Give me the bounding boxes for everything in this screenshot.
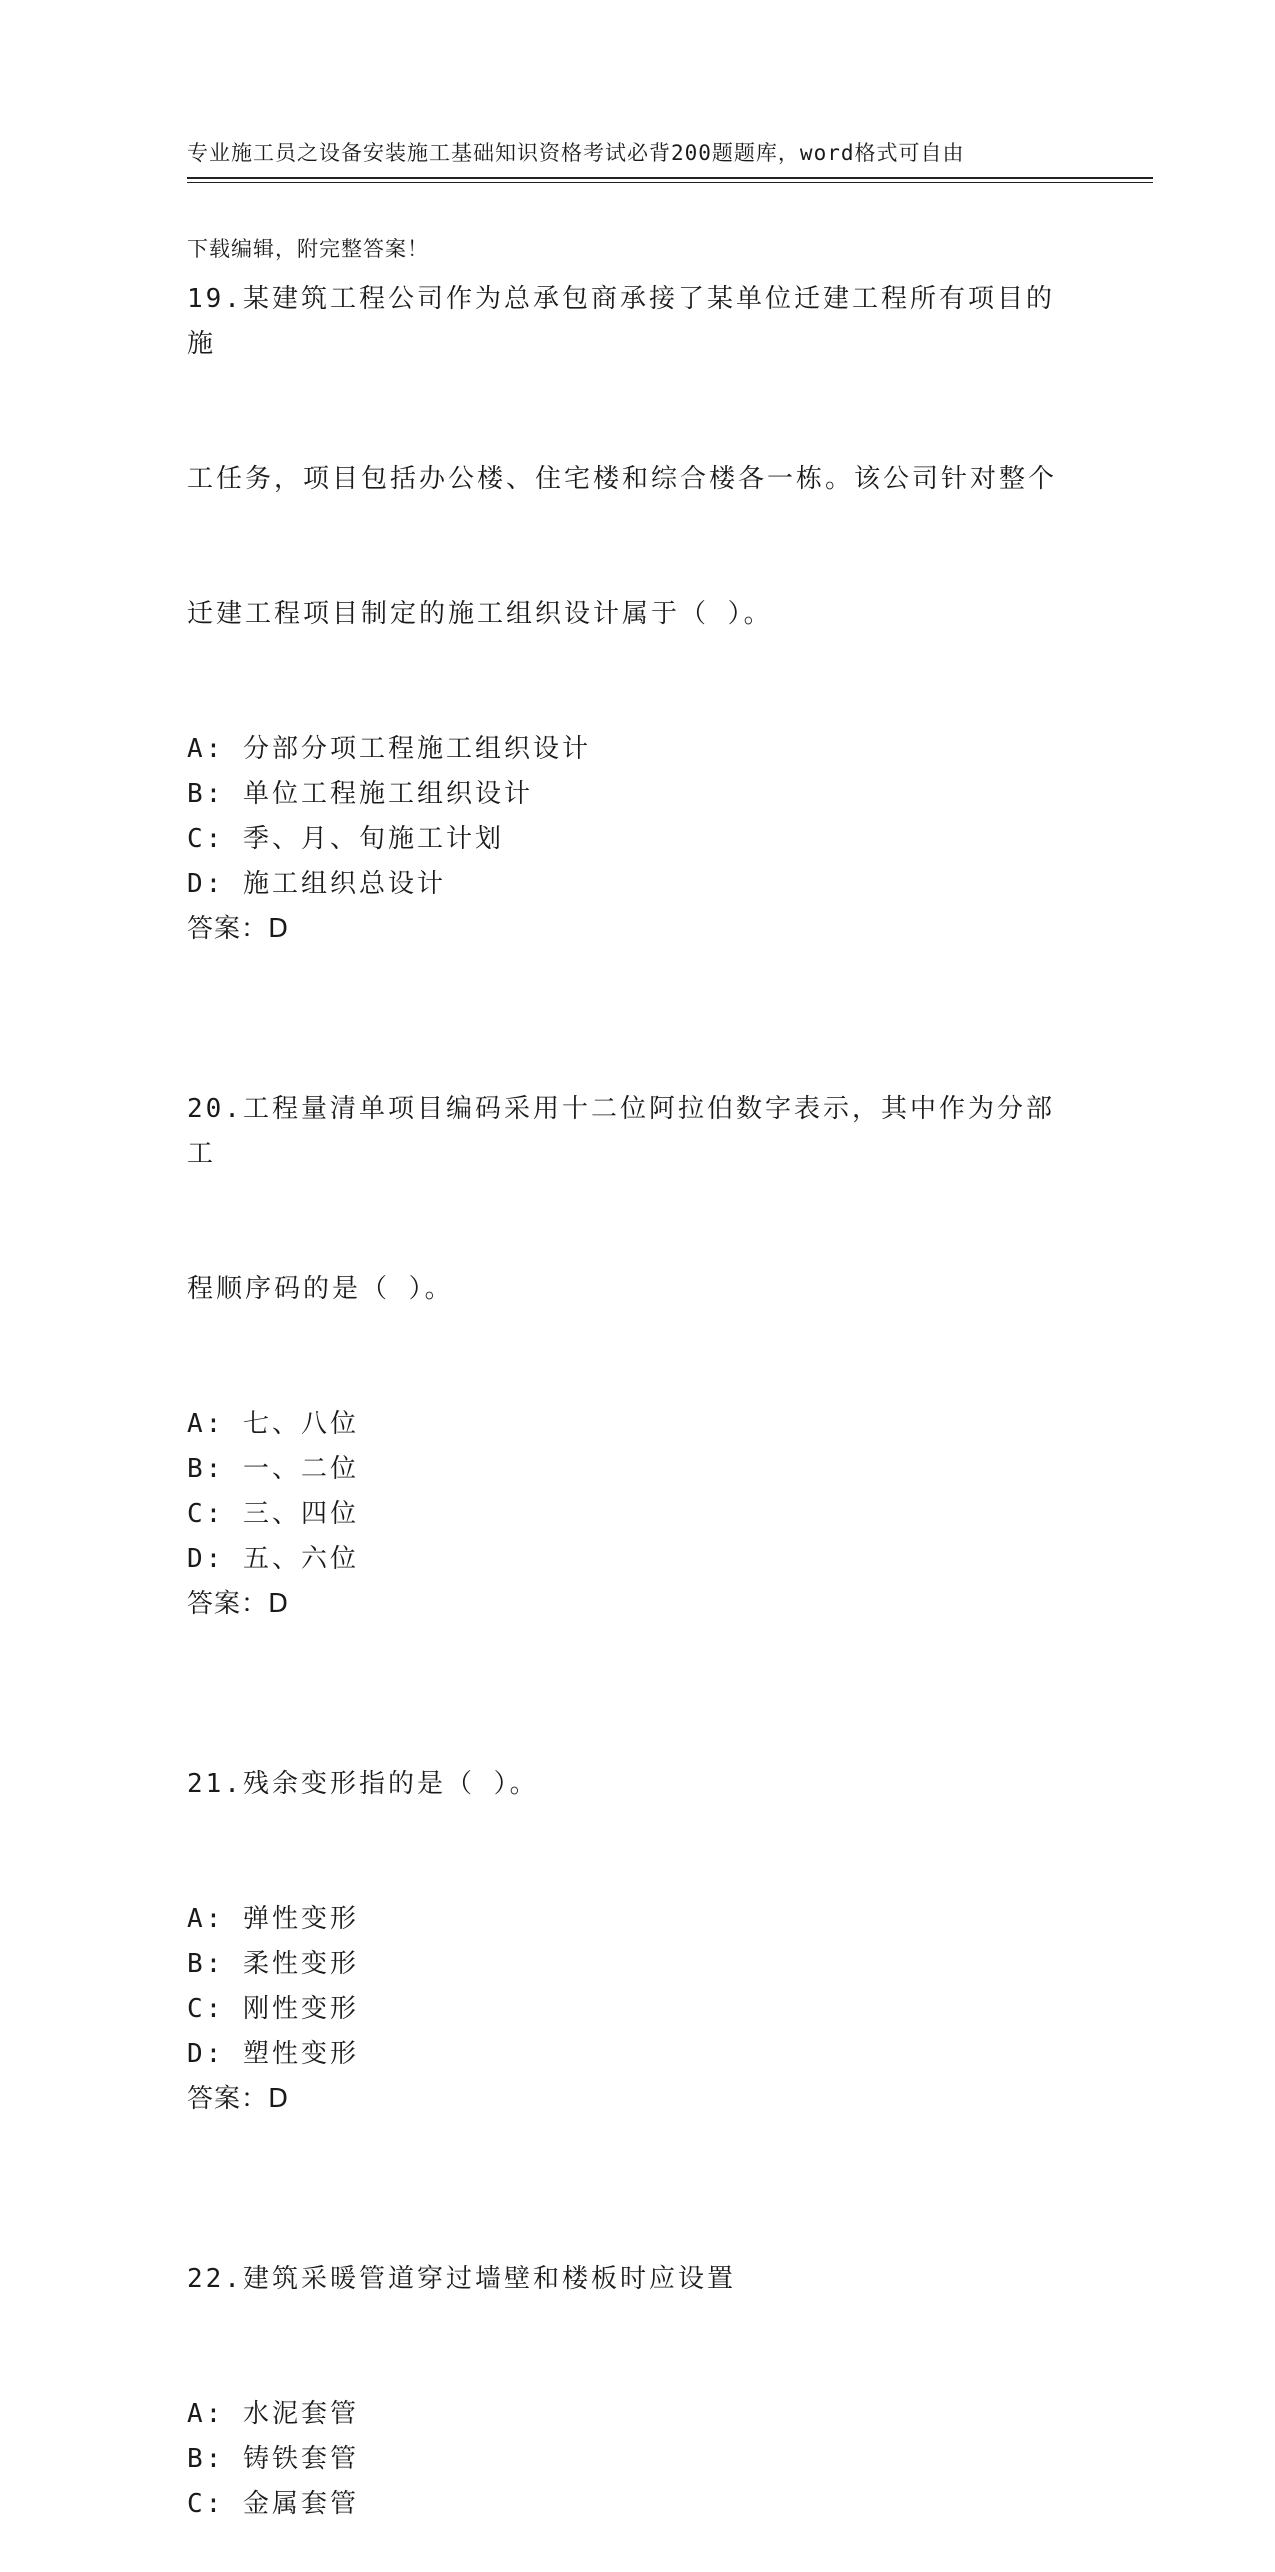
option-b: B: 铸铁套管: [187, 2444, 359, 2474]
header-divider-thin: [187, 182, 1153, 183]
option-a: A: 弹性变形: [187, 1904, 359, 1934]
header-line-1: 专业施工员之设备安装施工基础知识资格考试必背200题题库，word格式可自由: [187, 141, 965, 165]
option-d: D: 塑性变形: [187, 2039, 359, 2069]
option-d: D: 施工组织总设计: [187, 869, 446, 899]
stem-line: 工任务，项目包括办公楼、住宅楼和综合楼各一栋。该公司针对整个: [187, 464, 1058, 494]
answer-line: 答案：D: [187, 914, 290, 944]
stem-line: 19.某建筑工程公司作为总承包商承接了某单位迁建工程所有项目的施: [187, 284, 1055, 359]
header-line-2: 下载编辑，附完整答案！: [187, 237, 429, 261]
question-21: [187, 1672, 1077, 2122]
stem-line: 程顺序码的是（ ）。: [187, 1274, 454, 1304]
answer-line: 答案：D: [187, 2084, 290, 2114]
option-a: A: 水泥套管: [187, 2399, 359, 2429]
question-20: [187, 997, 1077, 1627]
option-b: B: 柔性变形: [187, 1949, 359, 1979]
option-b: B: 单位工程施工组织设计: [187, 779, 533, 809]
question-list: [187, 187, 1077, 2572]
option-d: D: 五、六位: [187, 1544, 359, 1574]
option-c: C: 金属套管: [187, 2489, 359, 2519]
option-c: C: 刚性变形: [187, 1994, 359, 2024]
option-c: C: 三、四位: [187, 1499, 359, 1529]
option-a: A: 分部分项工程施工组织设计: [187, 734, 591, 764]
option-c: C: 季、月、旬施工计划: [187, 824, 504, 854]
stem-line: 20.工程量清单项目编码采用十二位阿拉伯数字表示，其中作为分部工: [187, 1094, 1055, 1169]
option-a: A: 七、八位: [187, 1409, 359, 1439]
question-19: [187, 187, 1077, 952]
question-stem: [187, 1672, 1077, 1897]
stem-line: 21.残余变形指的是（ ）。: [187, 1769, 539, 1799]
question-stem: [187, 2167, 1077, 2392]
question-stem: [187, 997, 1077, 1402]
question-stem: [187, 187, 1077, 727]
stem-line: 22.建筑采暖管道穿过墙壁和楼板时应设置: [187, 2264, 736, 2294]
option-b: B: 一、二位: [187, 1454, 359, 1484]
header-divider-thick: [187, 177, 1153, 179]
question-22: [187, 2167, 1077, 2527]
stem-line: 迁建工程项目制定的施工组织设计属于（ ）。: [187, 599, 773, 629]
answer-line: 答案：D: [187, 1589, 290, 1619]
